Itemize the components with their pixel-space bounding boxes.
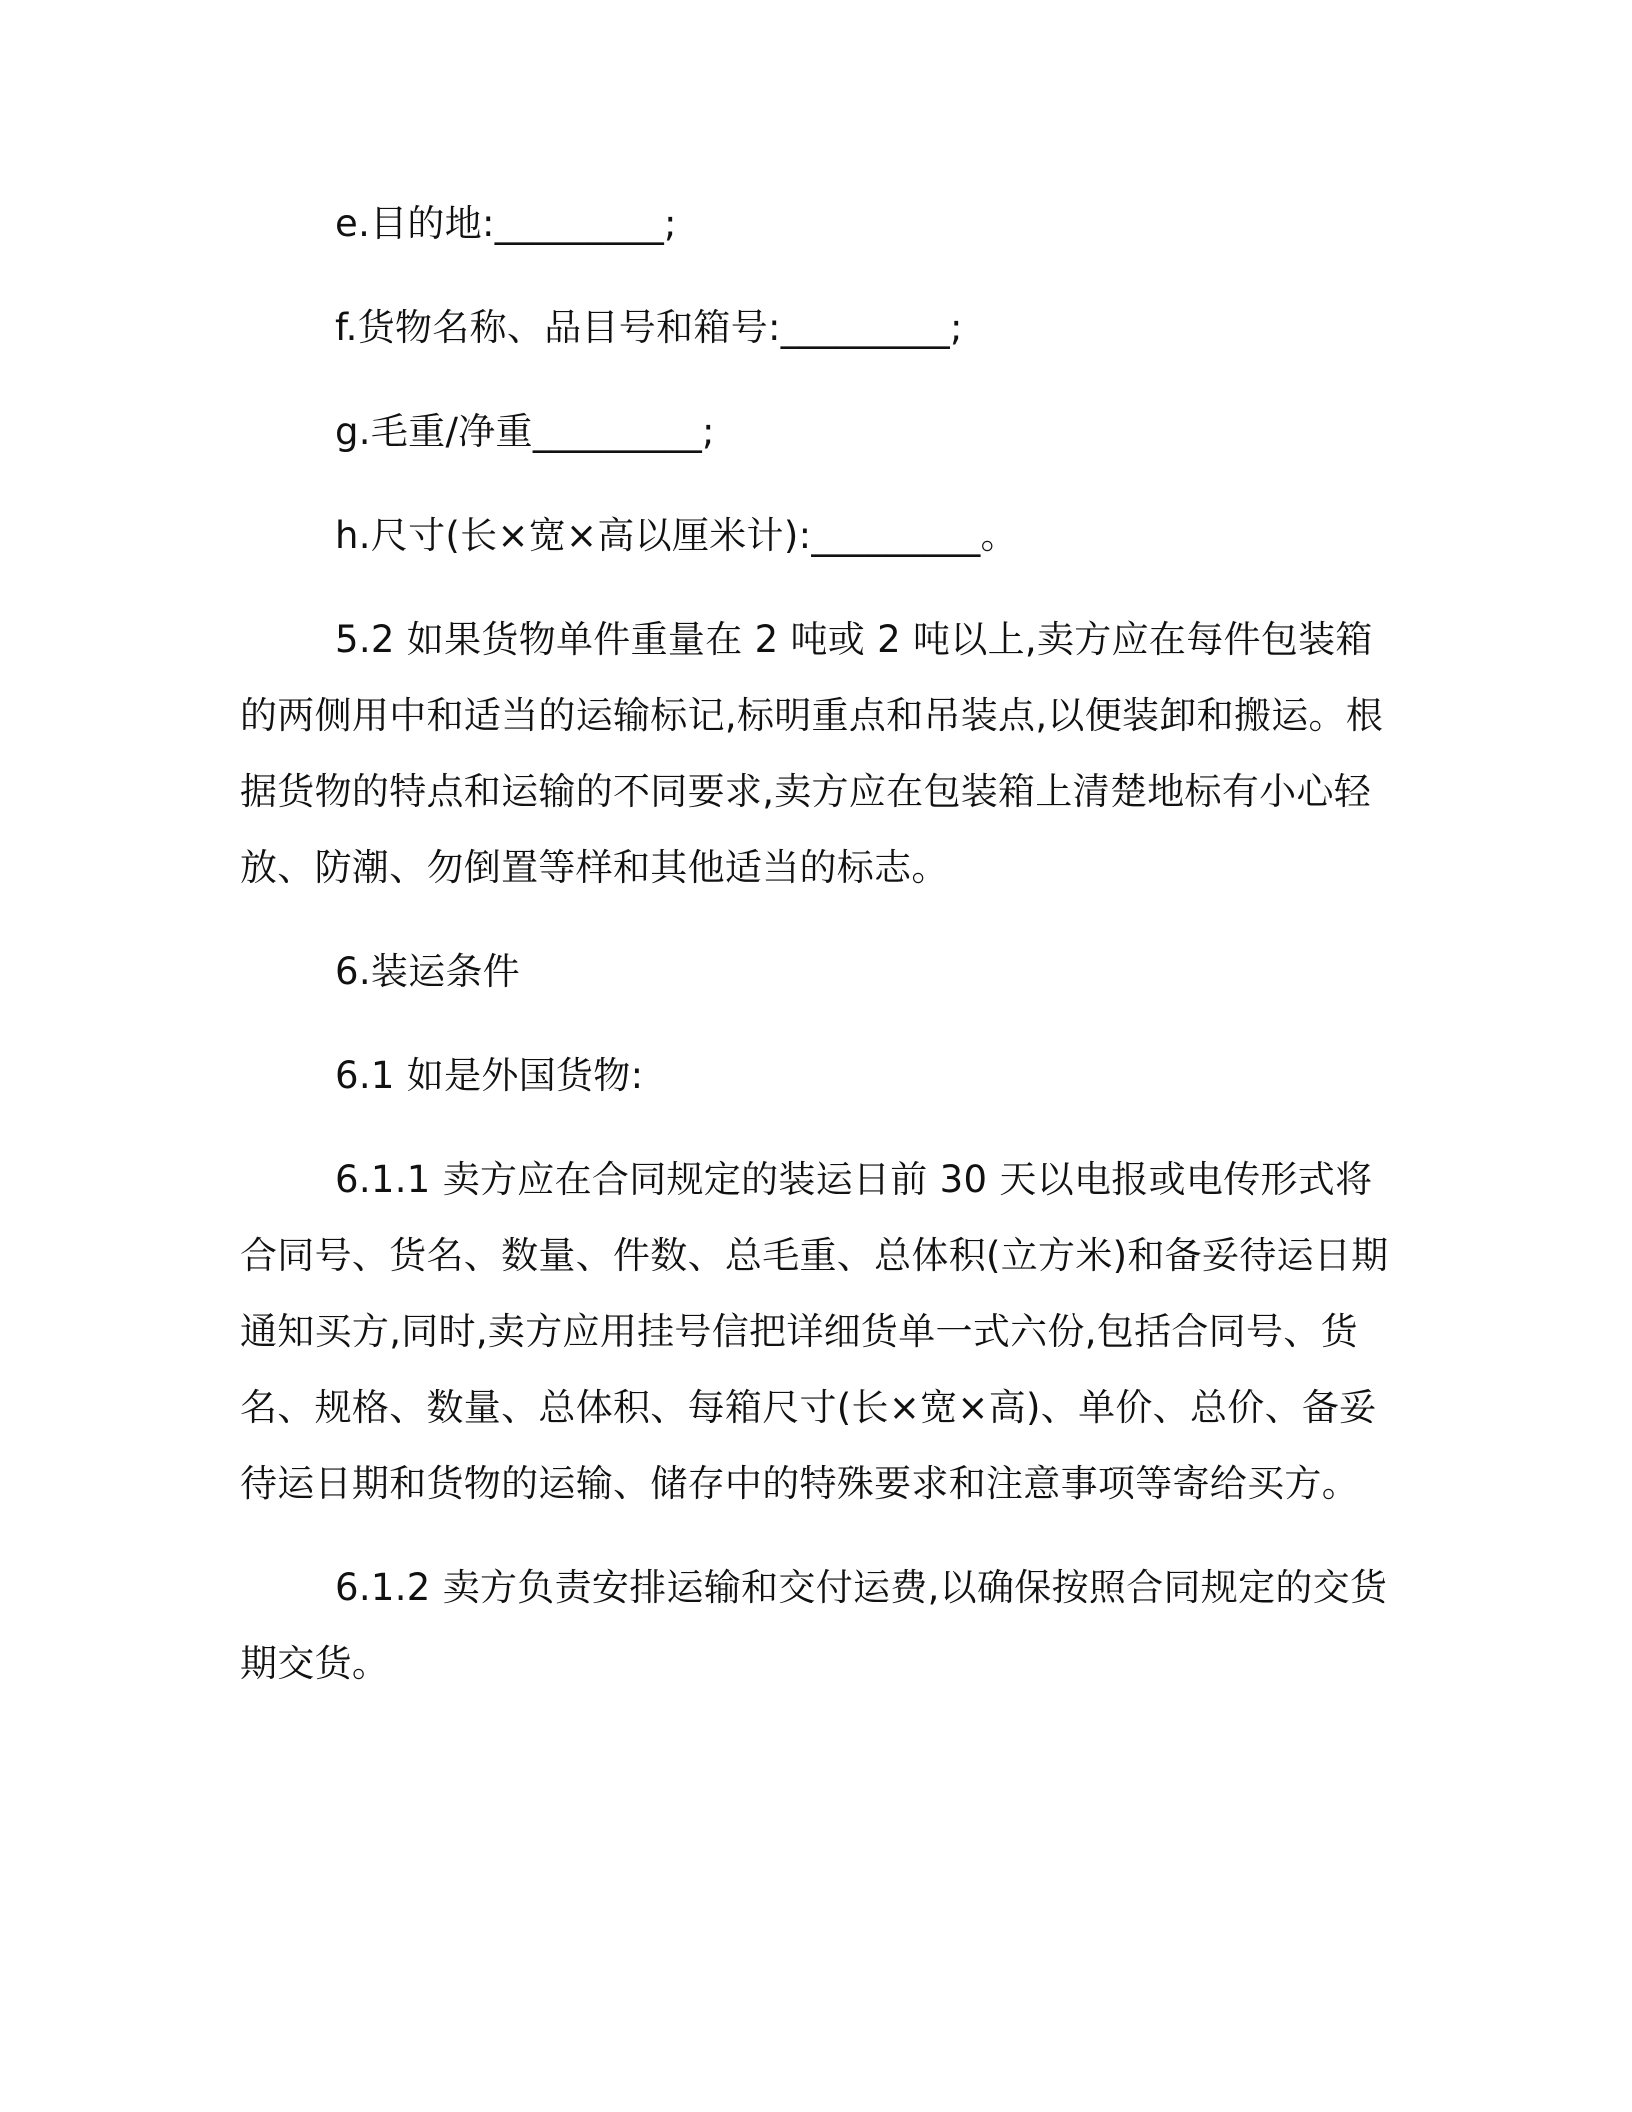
item-h-dimensions: h.尺寸(长×宽×高以厘米计):_________。 [335, 514, 1018, 557]
clause-6-1: 6.1 如是外国货物: [335, 1054, 644, 1097]
item-f-goods-name: f.货物名称、品目号和箱号:_________; [335, 306, 963, 349]
item-e-destination: e.目的地:_________; [335, 202, 677, 245]
clause-6-1-1: 6.1.1 卖方应在合同规定的装运日前 30 天以电报或电传形式将合同号、货名、数量、件数、总毛重、总体积(立方米)和备妥待运日期通知买方,同时,卖方应用挂号信把详细货单一式六份,包括合同号、货名、规格、数量、总体积、每箱尺寸(长×宽×高)、单价、总价、备妥待运日期和货物的运输、储存中的特殊要求和注意事项等寄给买方。 [240, 1158, 1389, 1505]
document-body [240, 186, 1390, 1702]
item-g-weight: g.毛重/净重_________; [335, 410, 715, 453]
clause-5-2: 5.2 如果货物单件重量在 2 吨或 2 吨以上,卖方应在每件包装箱的两侧用中和适当的运输标记,标明重点和吊装点,以便装卸和搬运。根据货物的特点和运输的不同要求,卖方应在包装箱上清楚地标有小心轻放、防潮、勿倒置等样和其他适当的标志。 [240, 618, 1384, 889]
section-6-heading: 6.装运条件 [335, 950, 521, 993]
clause-6-1-2: 6.1.2 卖方负责安排运输和交付运费,以确保按照合同规定的交货期交货。 [240, 1566, 1388, 1685]
